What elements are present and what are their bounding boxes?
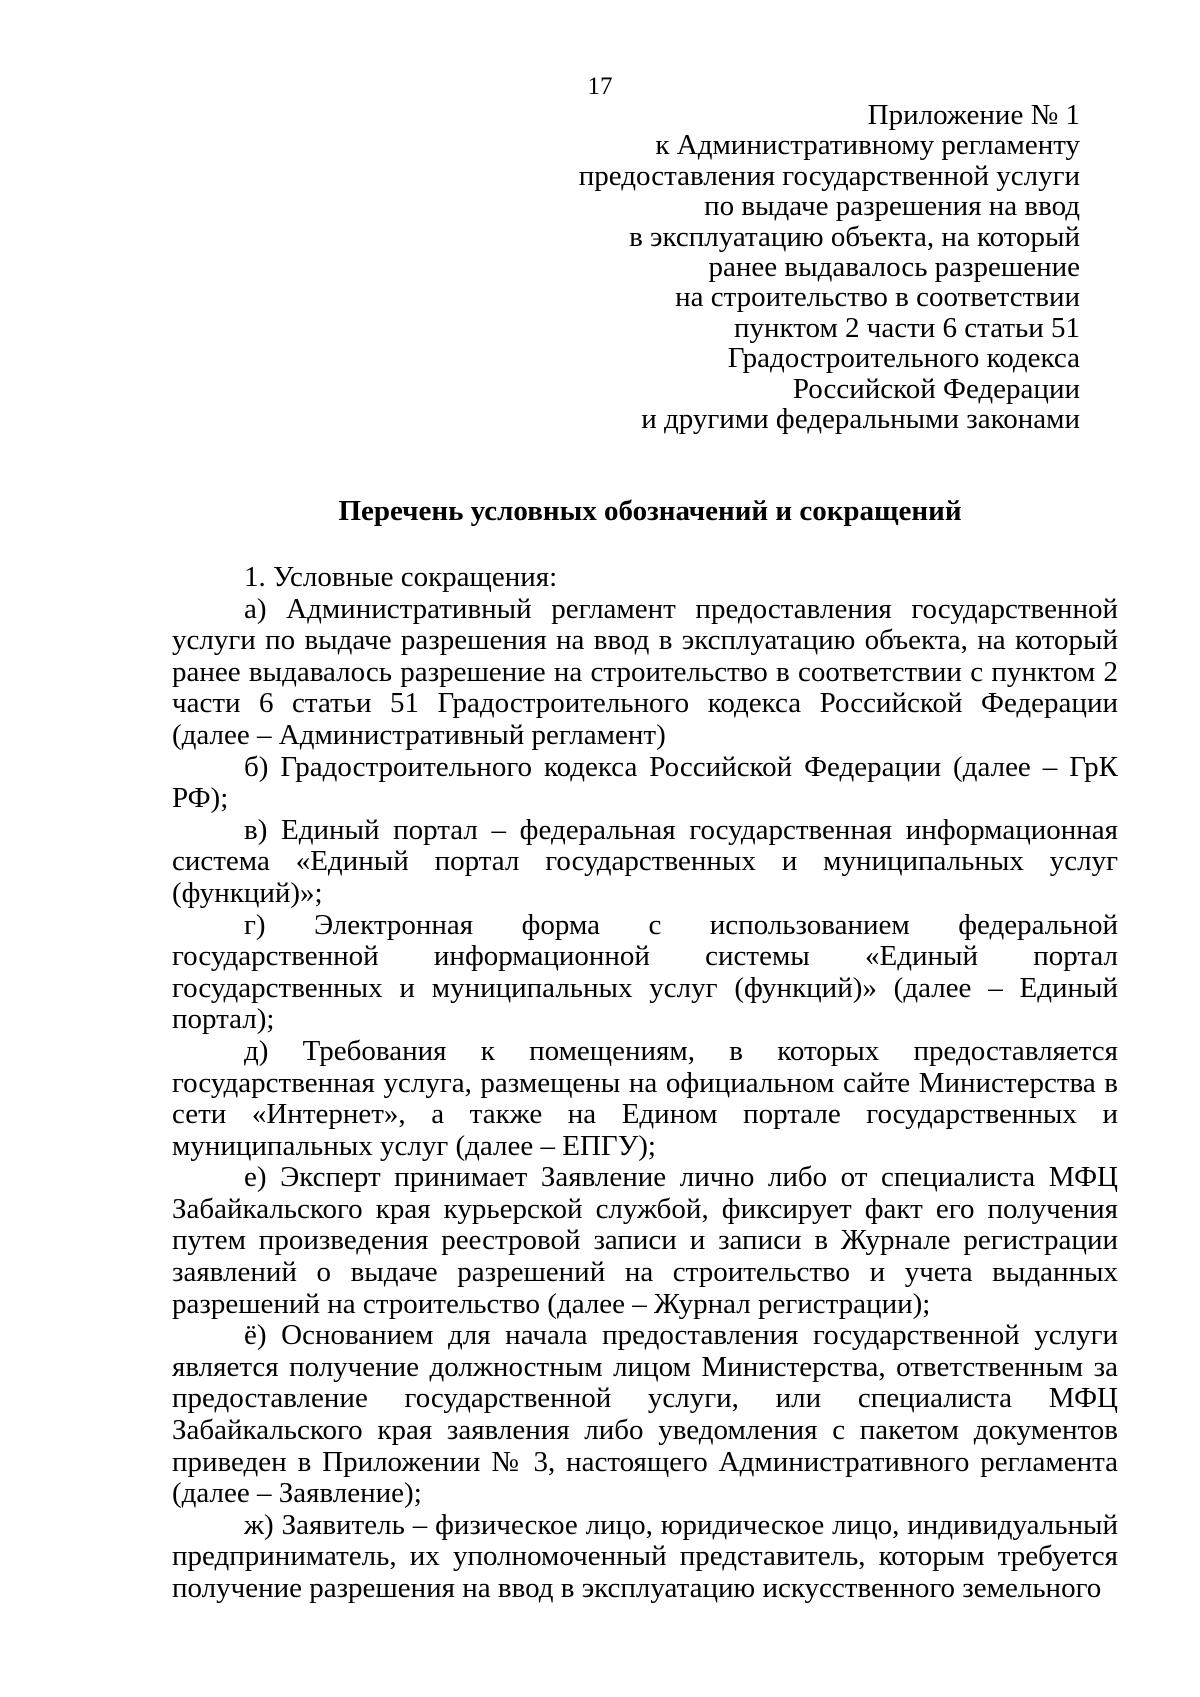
paragraph-b: б) Градостроительного кодекса Российской Федерации (далее – ГрК РФ); [172, 750, 1118, 815]
paragraph-e: е) Эксперт принимает Заявление лично либо от специалиста МФЦ Забайкальского края курьерской службой, фиксирует факт его получения путем произведения реестровой записи и записи в Журнале регистрации заявлений о выдаче разрешений на строительство и учета выданных разрешений на строительство (далее – Журнал регистрации); [172, 1161, 1118, 1320]
document-title: Перечень условных обозначений и сокращений [338, 495, 962, 527]
annex-line: в эксплуатацию объекта, на который [629, 220, 1080, 253]
annex-line: Градостроительного кодекса [727, 342, 1080, 375]
annex-line: на строительство в соответствии [675, 281, 1080, 314]
paragraph-a: а) Административный регламент предоставления государственной услуги по выдаче разрешения на ввод в эксплуатацию объекта, на который ранее выдавалось разрешение на строительство в соответствии с пунктом 2 части 6 статьи 51 Градостроительного кодекса Российской Федерации (далее – Административный регламент) [172, 592, 1118, 751]
annex-line: Российской Федерации [792, 372, 1080, 405]
paragraph-g: г) Электронная форма с использованием федеральной государственной информационной системы «Единый портал государственных и муниципальных услуг (функций)» (далее – Единый портал); [172, 908, 1118, 1036]
document-body [172, 562, 1118, 1605]
page-number: 17 [587, 73, 613, 100]
annex-line: и другими федеральными законами [641, 403, 1080, 436]
paragraph-v: в) Единый портал – федеральная государственная информационная система «Единый портал государственных и муниципальных услуг (функций)»; [172, 813, 1118, 909]
annex-line: к Административному регламенту [655, 129, 1080, 162]
paragraph-d: д) Требования к помещениям, в которых предоставляется государственная услуга, размещены на официальном сайте Министерства в сети «Интернет», а также на Едином портале государственных и муниципальных услуг (далее – ЕПГУ); [172, 1034, 1118, 1162]
annex-line: пунктом 2 части 6 статьи 51 [733, 311, 1080, 344]
annex-line: по выдаче разрешения на ввод [704, 190, 1080, 223]
annex-line: предоставления государственной услуги [578, 159, 1080, 192]
section-heading: 1. Условные сокращения: [244, 561, 558, 593]
annex-line: Приложение № 1 [867, 99, 1080, 131]
annex-line: ранее выдавалось разрешение [708, 251, 1080, 284]
annex-reference-block [360, 100, 1080, 434]
paragraph-zh: ж) Заявитель – физическое лицо, юридическое лицо, индивидуальный предприниматель, их уполномоченный представитель, которым требуется получение разрешения на ввод в эксплуатацию искусственного земельного [172, 1508, 1118, 1604]
paragraph-yo: ё) Основанием для начала предоставления государственной услуги является получение должностным лицом Министерства, ответственным за предоставление государственной услуги, или специалиста МФЦ Забайкальского края заявления либо уведомления с пакетом документов приведен в Приложении № 3, настоящего Административного регламента (далее – Заявление); [172, 1319, 1118, 1510]
